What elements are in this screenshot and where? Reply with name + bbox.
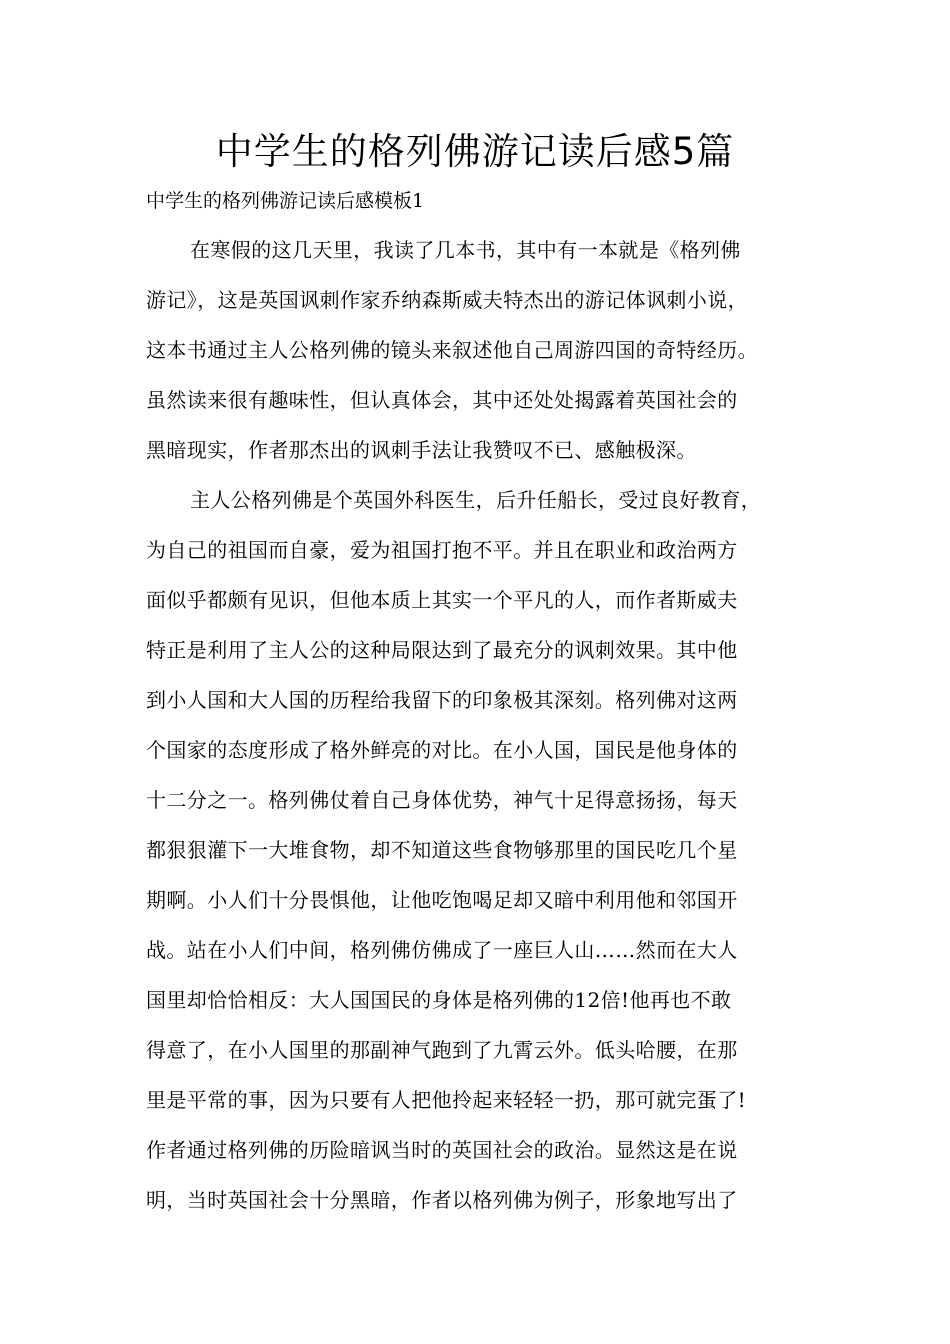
document-body xyxy=(146,236,818,1236)
paragraph-line: 国里却恰恰相反：大人国国民的身体是格列佛的12倍!他再也不敢 xyxy=(146,988,732,1012)
paragraph-line: 在寒假的这几天里，我读了几本书，其中有一本就是《格列佛 xyxy=(190,238,741,262)
paragraph-line: 面似乎都颇有见识，但他本质上其实一个平凡的人，而作者斯威夫 xyxy=(146,588,738,612)
document-title: 中学生的格列佛游记读后感5篇 xyxy=(215,130,735,173)
paragraph-line: 个国家的态度形成了格外鲜亮的对比。在小人国，国民是他身体的 xyxy=(146,738,738,762)
section-subtitle: 中学生的格列佛游记读后感模板1 xyxy=(146,190,425,212)
paragraph-line: 为自己的祖国而自豪，爱为祖国打抱不平。并且在职业和政治两方 xyxy=(146,538,738,562)
paragraph-line: 虽然读来很有趣味性，但认真体会，其中还处处揭露着英国社会的 xyxy=(146,388,738,412)
paragraph-line: 主人公格列佛是个英国外科医生，后升任船长，受过良好教育， xyxy=(190,488,762,512)
paragraph-line: 明，当时英国社会十分黑暗，作者以格列佛为例子，形象地写出了 xyxy=(146,1188,738,1212)
paragraph-line: 战。站在小人们中间，格列佛仿佛成了一座巨人山……然而在大人 xyxy=(146,938,738,962)
paragraph-line: 这本书通过主人公格列佛的镜头来叙述他自己周游四国的奇特经历。 xyxy=(146,338,758,362)
paragraph-line: 到小人国和大人国的历程给我留下的印象极其深刻。格列佛对这两 xyxy=(146,688,738,712)
paragraph-line: 十二分之一。格列佛仗着自己身体优势，神气十足得意扬扬，每天 xyxy=(146,788,738,812)
paragraph-line: 特正是利用了主人公的这种局限达到了最充分的讽刺效果。其中他 xyxy=(146,638,738,662)
paragraph-line: 得意了，在小人国里的那副神气跑到了九霄云外。低头哈腰，在那 xyxy=(146,1038,738,1062)
paragraph-line: 黑暗现实，作者那杰出的讽刺手法让我赞叹不已、感触极深。 xyxy=(146,438,697,462)
paragraph-line: 作者通过格列佛的历险暗讽当时的英国社会的政治。显然这是在说 xyxy=(146,1138,738,1162)
paragraph-line: 里是平常的事，因为只要有人把他拎起来轻轻一扔，那可就完蛋了! xyxy=(146,1088,747,1112)
paragraph-line: 都狠狠灌下一大堆食物，却不知道这些食物够那里的国民吃几个星 xyxy=(146,838,738,862)
paragraph-line: 游记》，这是英国讽刺作家乔纳森斯威夫特杰出的游记体讽刺小说， xyxy=(146,288,748,312)
paragraph-line: 期啊。小人们十分畏惧他，让他吃饱喝足却又暗中利用他和邻国开 xyxy=(146,888,738,912)
